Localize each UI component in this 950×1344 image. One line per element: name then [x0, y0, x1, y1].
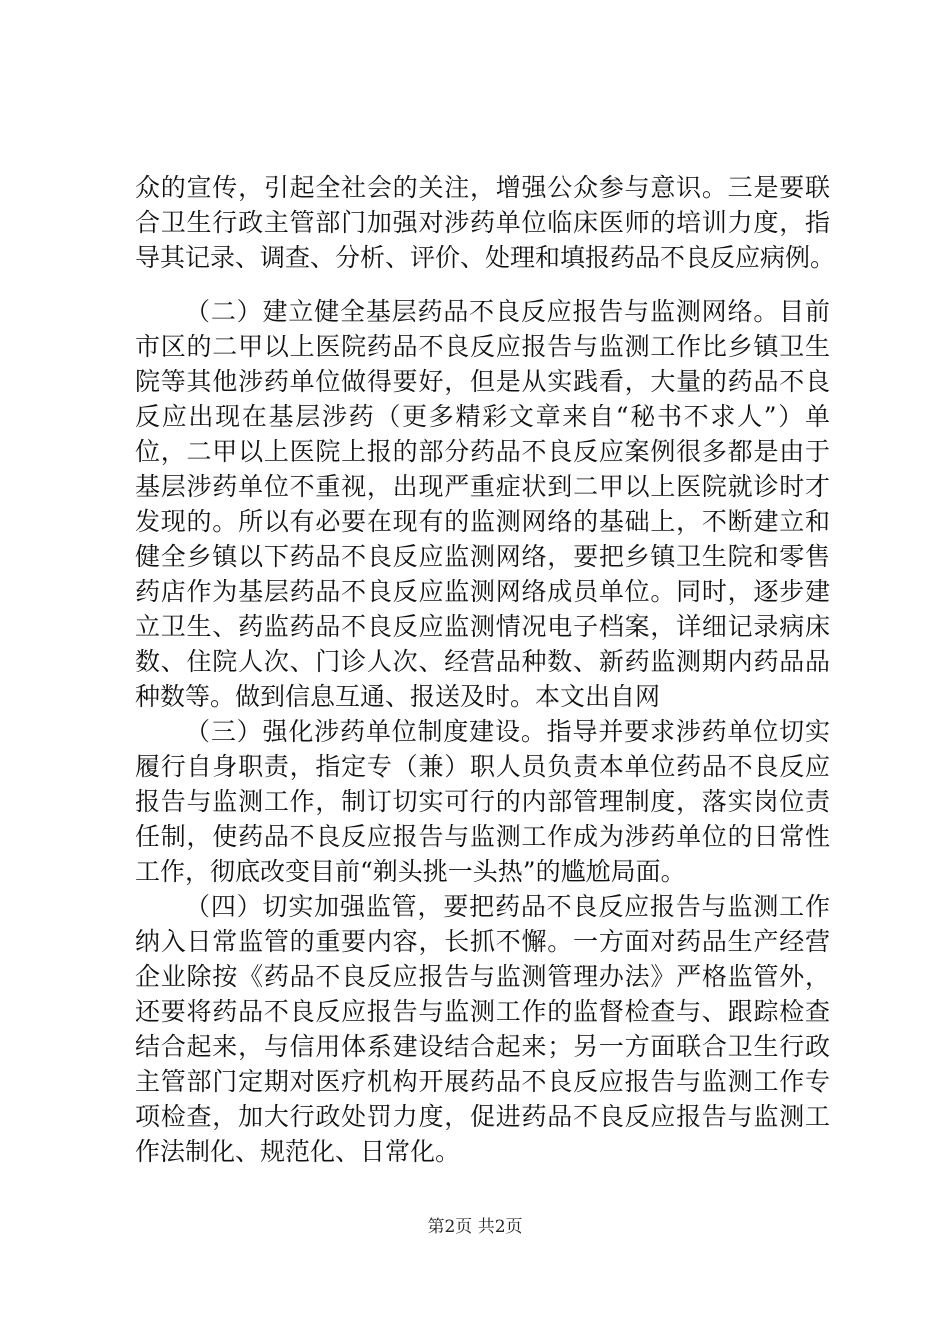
text-line: 企业除按《药品不良反应报告与监测管理办法》严格监管外， [135, 962, 830, 991]
text-line: 基层涉药单位不重视，出现严重症状到二甲以上医院就诊时才 [135, 472, 830, 501]
text-line: 种数等。做到信息互通、报送及时。本文出自网 [135, 682, 661, 711]
text-line: （二）建立健全基层药品不良反应报告与监测网络。目前 [185, 297, 830, 326]
text-line: 反应出现在基层涉药（更多精彩文章来自“秘书不求人”）单 [135, 402, 830, 431]
text-line: 立卫生、药监药品不良反应监测情况电子档案，详细记录病床 [135, 612, 830, 641]
text-line: 众的宣传，引起全社会的关注，增强公众参与意识。三是要联 [135, 173, 830, 202]
page-footer: 第2页 共2页 [427, 1217, 523, 1237]
text-line: 发现的。所以有必要在现有的监测网络的基础上，不断建立和 [135, 507, 830, 536]
text-line: 纳入日常监管的重要内容，长抓不懈。一方面对药品生产经营 [135, 927, 830, 956]
text-line: 报告与监测工作，制订切实可行的内部管理制度，落实岗位责 [135, 787, 830, 816]
text-line: （四）切实加强监管，要把药品不良反应报告与监测工作 [185, 892, 830, 921]
text-line: 合卫生行政主管部门加强对涉药单位临床医师的培训力度，指 [135, 208, 830, 237]
text-line: 导其记录、调查、分析、评价、处理和填报药品不良反应病例。 [135, 243, 836, 272]
text-line: 位，二甲以上医院上报的部分药品不良反应案例很多都是由于 [135, 437, 830, 466]
text-line: 项检查，加大行政处罚力度，促进药品不良反应报告与监测工 [135, 1102, 830, 1131]
text-line: 数、住院人次、门诊人次、经营品种数、新药监测期内药品品 [135, 647, 830, 676]
text-line: 履行自身职责，指定专（兼）职人员负责本单位药品不良反应 [135, 752, 830, 781]
text-line: 工作，彻底改变目前“剃头挑一头热”的尴尬局面。 [135, 857, 686, 886]
text-line: 市区的二甲以上医院药品不良反应报告与监测工作比乡镇卫生 [135, 332, 830, 361]
text-line: 任制，使药品不良反应报告与监测工作成为涉药单位的日常性 [135, 822, 830, 851]
text-line: 院等其他涉药单位做得要好，但是从实践看，大量的药品不良 [135, 367, 830, 396]
text-line: 还要将药品不良反应报告与监测工作的监督检查与、跟踪检查 [135, 997, 830, 1026]
text-line: 主管部门定期对医疗机构开展药品不良反应报告与监测工作专 [135, 1067, 830, 1096]
text-line: 作法制化、规范化、日常化。 [135, 1137, 461, 1166]
text-line: （三）强化涉药单位制度建设。指导并要求涉药单位切实 [185, 717, 830, 746]
text-line: 药店作为基层药品不良反应监测网络成员单位。同时，逐步建 [135, 577, 830, 606]
text-line: 健全乡镇以下药品不良反应监测网络，要把乡镇卫生院和零售 [135, 542, 830, 571]
text-line: 结合起来，与信用体系建设结合起来；另一方面联合卫生行政 [135, 1032, 830, 1061]
